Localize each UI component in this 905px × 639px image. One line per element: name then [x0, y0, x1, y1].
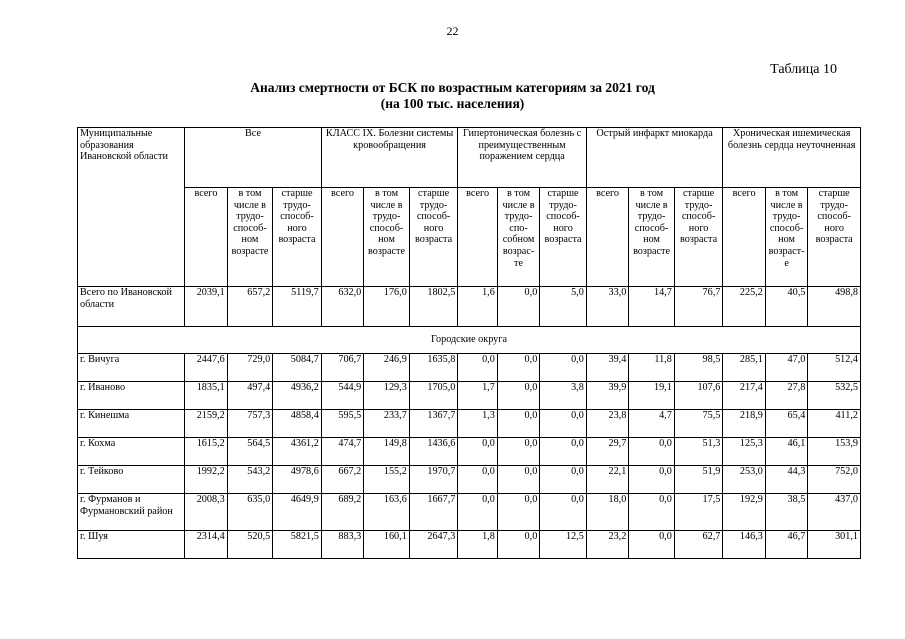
table-cell: 632,0	[321, 287, 363, 327]
subheader-working-age: в том числе в трудо-способ-ном возраст-е	[765, 188, 807, 287]
table-cell: 23,8	[586, 410, 628, 438]
table-cell: 0,0	[629, 438, 675, 466]
table-cell: 246,9	[364, 354, 410, 382]
table-cell: 23,2	[586, 531, 628, 559]
table-cell: 40,5	[765, 287, 807, 327]
table-cell: 0,0	[629, 494, 675, 531]
table-cell: 4936,2	[273, 382, 322, 410]
table-cell: 51,3	[674, 438, 723, 466]
subheader-total: всего	[458, 188, 497, 287]
table-cell: 17,5	[674, 494, 723, 531]
table-cell: 4858,4	[273, 410, 322, 438]
table-cell: 667,2	[321, 466, 363, 494]
subheader-working-age: в том числе в трудо-способ-ном возрасте	[629, 188, 675, 287]
subheader-over-working-age: старше трудо-способ-ного возраста	[540, 188, 587, 287]
table-cell: 5821,5	[273, 531, 322, 559]
table-cell: 0,0	[497, 382, 539, 410]
table-cell: 253,0	[723, 466, 765, 494]
table-cell: 2008,3	[185, 494, 227, 531]
table-cell: 4,7	[629, 410, 675, 438]
table-cell: 474,7	[321, 438, 363, 466]
table-cell: 0,0	[497, 494, 539, 531]
table-cell: 155,2	[364, 466, 410, 494]
table-cell: 0,0	[497, 354, 539, 382]
table-row	[78, 494, 861, 531]
table-cell: 0,0	[458, 494, 497, 531]
table-cell: 285,1	[723, 354, 765, 382]
table-cell: 0,0	[458, 354, 497, 382]
header-group-infarction: Острый инфаркт миокарда	[586, 128, 723, 188]
table-cell: 39,4	[586, 354, 628, 382]
table-cell: 160,1	[364, 531, 410, 559]
table-row	[78, 466, 861, 494]
table-label: Таблица 10	[770, 62, 837, 77]
table-cell: 1367,7	[409, 410, 458, 438]
subheader-total: всего	[185, 188, 227, 287]
row-name: Всего по Ивановской области	[78, 287, 185, 327]
table-cell: 498,8	[808, 287, 861, 327]
row-name: г. Тейково	[78, 466, 185, 494]
title-line-2: (на 100 тыс. населения)	[380, 96, 525, 111]
table-cell: 1970,7	[409, 466, 458, 494]
title-line-1: Анализ смертности от БСК по возрастным категориям за 2021 год	[250, 80, 655, 95]
table-row	[78, 531, 861, 559]
table-cell: 2314,4	[185, 531, 227, 559]
table-cell: 0,0	[497, 466, 539, 494]
table-cell: 635,0	[227, 494, 273, 531]
row-name: г. Шуя	[78, 531, 185, 559]
header-group-class-ix: КЛАСС IX. Болезни системы кровообращения	[321, 128, 458, 188]
table-cell: 176,0	[364, 287, 410, 327]
section-row	[78, 327, 861, 354]
city-rows	[78, 354, 861, 559]
table-cell: 5119,7	[273, 287, 322, 327]
row-name: г. Вичуга	[78, 354, 185, 382]
table-cell: 1635,8	[409, 354, 458, 382]
table-cell: 0,0	[497, 531, 539, 559]
table-cell: 76,7	[674, 287, 723, 327]
table-cell: 752,0	[808, 466, 861, 494]
table-cell: 1,3	[458, 410, 497, 438]
table-cell: 29,7	[586, 438, 628, 466]
table-cell: 38,5	[765, 494, 807, 531]
table-cell: 22,1	[586, 466, 628, 494]
subheader-working-age: в том числе в трудо-спо-собном возрас-те	[497, 188, 539, 287]
header-group-all: Все	[185, 128, 322, 188]
section-label: Городские округа	[78, 327, 861, 354]
subheader-over-working-age: старше трудо-способ-ного возраста	[808, 188, 861, 287]
table-cell: 564,5	[227, 438, 273, 466]
table-cell: 0,0	[540, 494, 587, 531]
table-cell: 729,0	[227, 354, 273, 382]
table-cell: 44,3	[765, 466, 807, 494]
table-cell: 0,0	[497, 410, 539, 438]
table-cell: 2039,1	[185, 287, 227, 327]
table-cell: 2647,3	[409, 531, 458, 559]
table-cell: 1667,7	[409, 494, 458, 531]
subheader-over-working-age: старше трудо-способ-ного возраста	[273, 188, 322, 287]
table-cell: 2447,6	[185, 354, 227, 382]
table-cell: 301,1	[808, 531, 861, 559]
table-cell: 1992,2	[185, 466, 227, 494]
table-cell: 497,4	[227, 382, 273, 410]
table-cell: 1802,5	[409, 287, 458, 327]
table-cell: 217,4	[723, 382, 765, 410]
table-cell: 0,0	[540, 410, 587, 438]
table-cell: 14,7	[629, 287, 675, 327]
table-cell: 0,0	[497, 287, 539, 327]
table-cell: 3,8	[540, 382, 587, 410]
table-cell: 411,2	[808, 410, 861, 438]
table-cell: 11,8	[629, 354, 675, 382]
table-cell: 512,4	[808, 354, 861, 382]
subheader-working-age: в том числе в трудо-способ-ном возрасте	[227, 188, 273, 287]
table-row	[78, 410, 861, 438]
table-cell: 18,0	[586, 494, 628, 531]
mortality-table	[77, 127, 861, 559]
table-row-total	[78, 287, 861, 327]
table-cell: 0,0	[629, 466, 675, 494]
table-cell: 0,0	[540, 438, 587, 466]
table-cell: 657,2	[227, 287, 273, 327]
table-cell: 2159,2	[185, 410, 227, 438]
row-name: г. Кинешма	[78, 410, 185, 438]
table-cell: 62,7	[674, 531, 723, 559]
table-cell: 0,0	[540, 354, 587, 382]
row-name: г. Кохма	[78, 438, 185, 466]
table-cell: 192,9	[723, 494, 765, 531]
table-cell: 149,8	[364, 438, 410, 466]
table-cell: 1835,1	[185, 382, 227, 410]
table-cell: 218,9	[723, 410, 765, 438]
table-cell: 98,5	[674, 354, 723, 382]
table-cell: 544,9	[321, 382, 363, 410]
table-cell: 0,0	[458, 466, 497, 494]
header-municipal: Муниципальные образования Ивановской области	[78, 128, 185, 287]
table-cell: 4361,2	[273, 438, 322, 466]
table-cell: 0,0	[540, 466, 587, 494]
subheader-total: всего	[586, 188, 628, 287]
table-cell: 146,3	[723, 531, 765, 559]
table-cell: 125,3	[723, 438, 765, 466]
table-row	[78, 382, 861, 410]
table-row	[78, 438, 861, 466]
table-cell: 1705,0	[409, 382, 458, 410]
table-cell: 1,6	[458, 287, 497, 327]
table-cell: 46,1	[765, 438, 807, 466]
page-number: 22	[446, 24, 459, 38]
table-cell: 706,7	[321, 354, 363, 382]
table-cell: 233,7	[364, 410, 410, 438]
table-cell: 4978,6	[273, 466, 322, 494]
table-cell: 532,5	[808, 382, 861, 410]
table-cell: 883,3	[321, 531, 363, 559]
table-cell: 0,0	[458, 438, 497, 466]
table-cell: 225,2	[723, 287, 765, 327]
header-group-ischemic: Хроническая ишемическая болезнь сердца неуточненная	[723, 128, 861, 188]
subheader-working-age: в том числе в трудо-способ-ном возрасте	[364, 188, 410, 287]
table-cell: 33,0	[586, 287, 628, 327]
table-cell: 129,3	[364, 382, 410, 410]
row-name: г. Фурманов и Фурмановский район	[78, 494, 185, 531]
subheader-total: всего	[723, 188, 765, 287]
table-title	[0, 80, 905, 112]
table-cell: 51,9	[674, 466, 723, 494]
table-cell: 12,5	[540, 531, 587, 559]
table-cell: 757,3	[227, 410, 273, 438]
table-cell: 543,2	[227, 466, 273, 494]
table-cell: 0,0	[497, 438, 539, 466]
table-cell: 19,1	[629, 382, 675, 410]
table-cell: 5084,7	[273, 354, 322, 382]
table-cell: 153,9	[808, 438, 861, 466]
table-cell: 5,0	[540, 287, 587, 327]
table-cell: 27,8	[765, 382, 807, 410]
table-cell: 75,5	[674, 410, 723, 438]
header-group-hypertensive: Гипертоническая болезнь с преимущественным поражением сердца	[458, 128, 586, 188]
header-row-subheaders	[78, 188, 861, 287]
table-cell: 46,7	[765, 531, 807, 559]
table-cell: 47,0	[765, 354, 807, 382]
table-cell: 39,9	[586, 382, 628, 410]
table-row	[78, 354, 861, 382]
table-cell: 1436,6	[409, 438, 458, 466]
table-cell: 1615,2	[185, 438, 227, 466]
table-cell: 107,6	[674, 382, 723, 410]
table-cell: 0,0	[629, 531, 675, 559]
table-cell: 65,4	[765, 410, 807, 438]
table-cell: 163,6	[364, 494, 410, 531]
table-cell: 689,2	[321, 494, 363, 531]
subheader-total: всего	[321, 188, 363, 287]
row-name: г. Иваново	[78, 382, 185, 410]
table-cell: 595,5	[321, 410, 363, 438]
table-cell: 437,0	[808, 494, 861, 531]
table-cell: 1,8	[458, 531, 497, 559]
subheader-over-working-age: старше трудо-способ-ного возраста	[409, 188, 458, 287]
header-row-groups	[78, 128, 861, 188]
table-cell: 1,7	[458, 382, 497, 410]
subheader-over-working-age: старше трудо-способ-ного возраста	[674, 188, 723, 287]
table-cell: 4649,9	[273, 494, 322, 531]
table-cell: 520,5	[227, 531, 273, 559]
